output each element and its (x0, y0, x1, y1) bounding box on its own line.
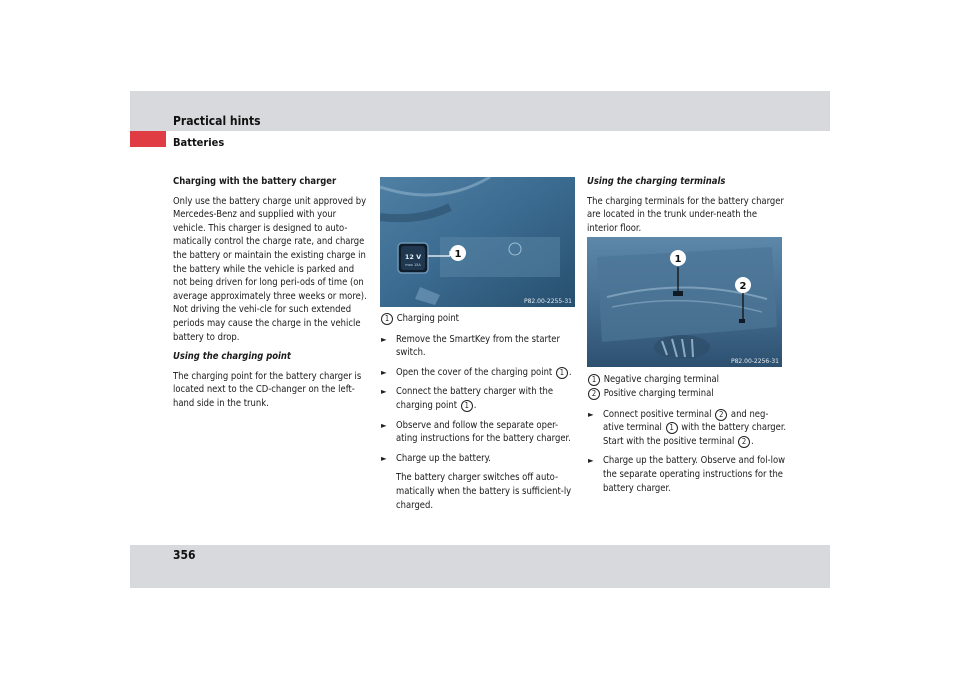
legend-charging-point (380, 312, 576, 326)
legend-negative-terminal (587, 373, 787, 387)
inline-number: 1 (666, 422, 678, 434)
step-arrow-icon: ► (381, 453, 387, 463)
figure2-callout-1: 1 (674, 254, 682, 266)
legend-text: Negative charging terminal (603, 374, 719, 386)
page-number: 356 (173, 548, 196, 562)
terminals-location: The charging terminals for the battery charger are located in the trunk under-neath the interior floor. (587, 195, 784, 234)
column-left (173, 175, 369, 417)
socket-label: 12 V (404, 253, 422, 261)
step-text: Observe and follow the separate oper-ating instructions for the battery charger. (396, 419, 571, 445)
socket-sublabel: max 15A (405, 263, 421, 267)
legend-positive-terminal (587, 387, 787, 401)
step-remove-smartkey (380, 333, 576, 360)
charging-point-location: The charging point for the battery charger is located next to the CD-changer on the left-hand side in the trunk. (173, 370, 362, 409)
step-text: Remove the SmartKey from the starter switch. (396, 333, 560, 359)
inline-number: 2 (715, 409, 727, 421)
charging-point-photo (380, 177, 575, 307)
inline-number: 1 (461, 400, 473, 412)
heading-using-charging-point: Using the charging point (173, 351, 291, 363)
legend-number: 1 (381, 313, 393, 325)
step-arrow-icon: ► (381, 367, 387, 377)
heading-using-terminals: Using the charging terminals (587, 176, 726, 187)
step-arrow-icon: ► (381, 334, 387, 344)
figure1-code: P82.00-2255-31 (523, 298, 572, 305)
step-connect-terminals: ► Connect positive terminal 2 and neg-ative terminal 1 with the battery charger. Start with the positive terminal 2 . (588, 408, 787, 447)
section-title: Practical hints (173, 114, 261, 128)
section-marker (130, 131, 166, 147)
subsection-title: Batteries (173, 136, 225, 149)
legend-text: Charging point (396, 313, 459, 324)
step-text: Charge up the battery. (396, 452, 491, 464)
charging-terminals-photo (587, 237, 782, 367)
step-arrow-icon: ► (381, 420, 387, 430)
step-charge-and-follow (587, 454, 787, 495)
column-right (587, 175, 787, 501)
step-follow-instructions (380, 419, 576, 446)
step-text: Connect positive terminal (603, 408, 712, 420)
charger-description: Only use the battery charge unit approved by Mercedes-Benz and supplied with your vehicle. This charger is designed to auto-matically control the charge rate, and charge the battery or maintain the existing charge in the battery while the vehicle is parked and not being driven for long peri-ods of time (on average approximately three weeks or more). Not driving the vehi-cle for such extended periods may cause the charge in the vehicle battery to drop. (173, 195, 367, 343)
legend-number: 2 (588, 388, 600, 400)
heading-charging-with-charger: Charging with the battery charger (173, 176, 337, 187)
inline-number: 1 (556, 367, 568, 379)
step-charge-battery (380, 452, 576, 466)
inline-number: 2 (738, 436, 750, 448)
step-text: and neg-ative terminal (603, 408, 769, 434)
step-arrow-icon: ► (588, 409, 594, 419)
step-arrow-icon: ► (381, 387, 387, 397)
step-arrow-icon: ► (588, 456, 594, 466)
figure2-callout-2: 2 (739, 281, 747, 293)
step-text: Open the cover of the charging point (396, 366, 553, 378)
step-text: Charge up the battery. Observe and fol-low the separate operating instructions for the battery charger. (603, 455, 785, 494)
column-middle (380, 175, 576, 518)
figure1-callout-1: 1 (454, 249, 462, 260)
step-text: Connect the battery charger with the charging point (396, 386, 554, 411)
step-open-cover: ► Open the cover of the charging point 1 . (381, 366, 572, 378)
step-text: with the battery charger. Start with the positive terminal (603, 422, 787, 447)
figure2-code: P82.00-2256-31 (730, 358, 779, 366)
legend-text: Positive charging terminal (603, 387, 714, 399)
footer-band (130, 545, 830, 588)
legend-number: 1 (588, 374, 600, 386)
auto-switch-off-note: The battery charger switches off auto-matically when the battery is sufficient-ly charged. (396, 472, 572, 511)
step-connect-charger: ► Connect the battery charger with the charging point 1 . (381, 386, 554, 411)
